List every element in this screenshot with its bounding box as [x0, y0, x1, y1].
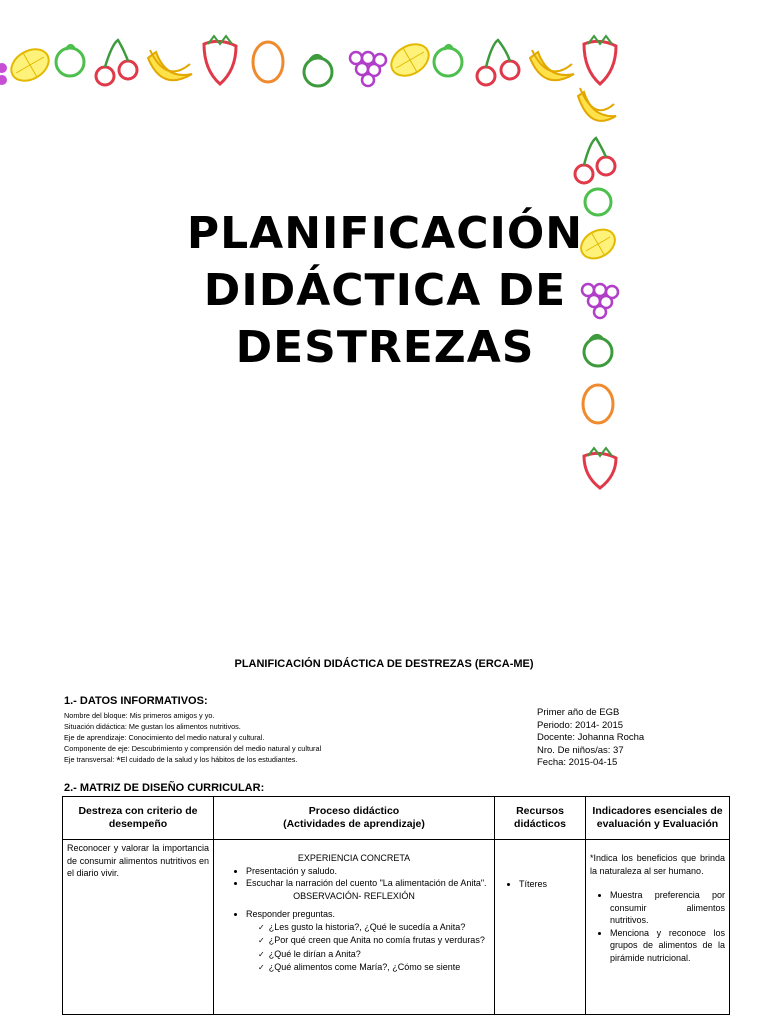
banana-icon: [530, 50, 574, 80]
strawberry-icon: [584, 448, 616, 488]
recursos-list: [499, 878, 581, 891]
header-indicadores: Indicadores esenciales de evaluación y Evaluación: [586, 797, 730, 840]
class-info-line: Nro. De niños/as: 37: [537, 744, 624, 756]
document-title: PLANIFICACIÓN DIDÁCTICA DE DESTREZAS (ERCA-ME): [234, 658, 534, 670]
curricular-matrix-table: [62, 796, 730, 1015]
apple-icon: [434, 45, 462, 76]
datos-line: Componente de eje: Descubrimiento y comprensión del medio natural y cultural: [64, 744, 322, 753]
header-recursos: Recursos didácticos: [495, 797, 586, 840]
apple-icon: [56, 45, 84, 76]
orange-icon: [253, 42, 283, 82]
list-item: • Menciona y reconoce los grupos de alimentos de la pirámide nutricional.: [610, 927, 725, 965]
class-info-line: Periodo: 2014- 2015: [537, 719, 624, 731]
question-item: ✓ ¿Qué le dirían a Anita?: [270, 948, 490, 962]
datos-line: Situación didáctica: Me gustan los alimentos nutritivos.: [64, 722, 241, 731]
indicador-main: [590, 852, 725, 877]
cover-title-line: DIDÁCTICA DE: [203, 265, 567, 316]
question-item: ✓ ¿Qué alimentos come María?, ¿Cómo se siente: [270, 961, 490, 975]
orange-icon: [583, 385, 613, 423]
banana-icon: [578, 88, 616, 121]
experiencia-list: [218, 865, 490, 890]
class-info-line: Fecha: 2015-04-15: [537, 757, 618, 769]
header-destreza: Destreza con criterio de desempeño: [63, 797, 214, 840]
datos-informativos-list: [64, 710, 321, 767]
lemon-icon: [386, 38, 435, 82]
list-item: • Muestra preferencia por consumir alimentos nutritivos.: [610, 889, 725, 927]
destreza-cell: Reconocer y valorar la importancia de consumir alimentos nutritivos en el diario vivir.: [63, 840, 214, 1015]
indicadores-cell: [586, 840, 730, 1015]
eje-transversal-line: [64, 754, 321, 767]
cover-title: [170, 205, 600, 376]
observacion-title: OBSERVACIÓN- REFLEXIÓN: [293, 890, 415, 901]
list-item-text: Responder preguntas.: [246, 909, 336, 919]
questions-list: [246, 921, 490, 975]
header-proceso-line: (Actividades de aprendizaje): [283, 818, 425, 830]
apple-icon: [304, 55, 332, 86]
datos-informativos-heading: 1.- DATOS INFORMATIVOS:: [64, 695, 208, 707]
cherries-icon: [477, 40, 519, 85]
cover-title-line: DESTREZAS: [235, 322, 535, 373]
grapes-icon: [0, 63, 7, 85]
cover-page: [0, 0, 768, 490]
question-item: ✓ ¿Les gusto la historia?, ¿Qué le sucedía a Anita?: [270, 921, 490, 935]
matriz-heading: 2.- MATRIZ DE DISEÑO CURRICULAR:: [64, 782, 265, 794]
table-row: [63, 840, 730, 1015]
table-header-row: [63, 797, 730, 840]
class-info-line: Docente: Johanna Rocha: [537, 732, 645, 744]
cherries-icon: [575, 138, 615, 183]
eje-transversal-text: El cuidado de la salud y los hábitos de los estudiantes.: [120, 755, 298, 764]
lemon-icon: [6, 43, 55, 87]
observacion-list: [218, 908, 490, 975]
header-proceso-line: Proceso didáctico: [308, 805, 400, 817]
indicadores-list: [590, 889, 725, 964]
eje-transversal-label: Eje transversal:: [64, 755, 115, 764]
class-info-line: Primer año de EGB: [537, 707, 620, 718]
list-item: • Presentación y saludo.: [246, 865, 490, 878]
list-item: [246, 908, 490, 975]
strawberry-icon: [204, 36, 236, 84]
banana-icon: [148, 50, 192, 80]
asterisk-bullet: *: [590, 853, 594, 863]
header-proceso: [214, 797, 495, 840]
cover-title-line: PLANIFICACIÓN: [186, 208, 584, 259]
cherries-icon: [96, 40, 137, 85]
asterisk-bullet: *: [116, 755, 121, 767]
list-item: • Títeres: [519, 878, 581, 891]
datos-line: Eje de aprendizaje: Conocimiento del medio natural y cultural.: [64, 733, 265, 742]
strawberry-icon: [584, 36, 616, 84]
proceso-cell: [214, 840, 495, 1015]
class-info: [537, 707, 644, 770]
question-item: ✓ ¿Por qué creen que Anita no comía frutas y verduras?: [270, 934, 490, 948]
datos-line: Nombre del bloque: Mis primeros amigos y yo.: [64, 711, 215, 720]
grapes-icon: [350, 52, 386, 86]
recursos-cell: [495, 840, 586, 1015]
indicador-main-text: Indica los beneficios que brinda la naturaleza al ser humano.: [590, 853, 725, 876]
list-item: • Escuchar la narración del cuento "La alimentación de Anita".: [246, 877, 490, 890]
experiencia-title: EXPERIENCIA CONCRETA: [297, 853, 411, 863]
